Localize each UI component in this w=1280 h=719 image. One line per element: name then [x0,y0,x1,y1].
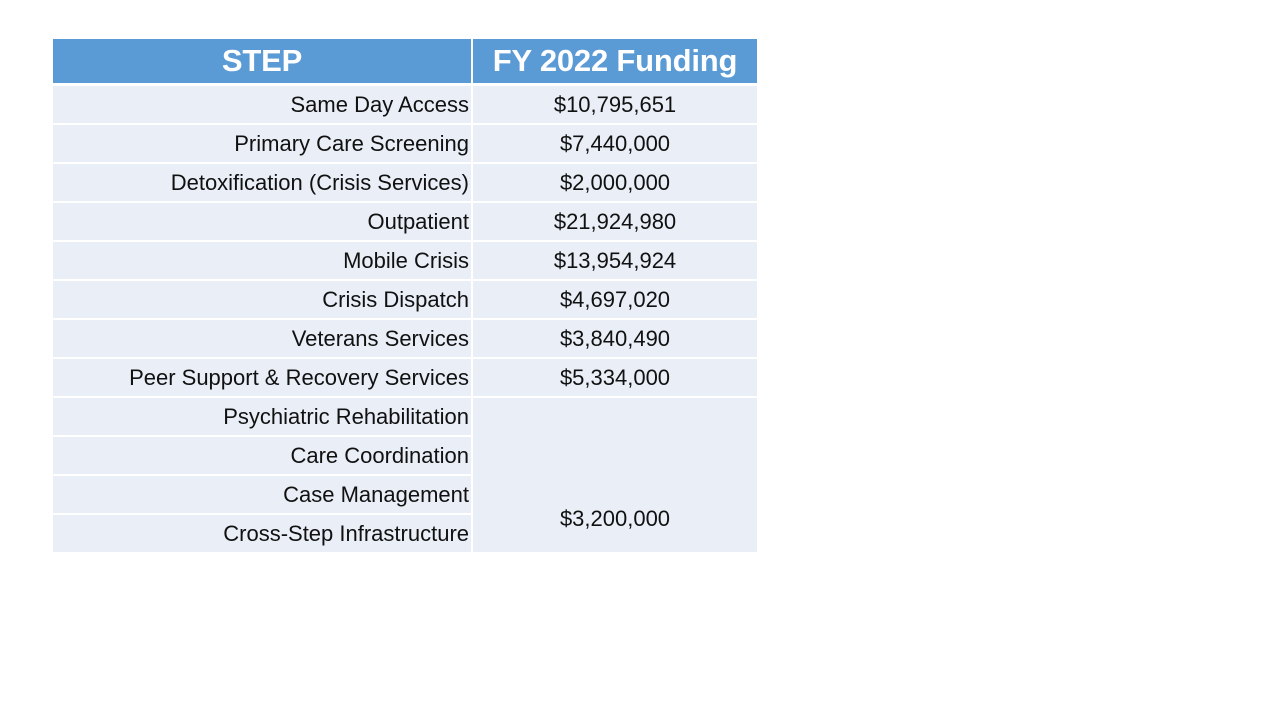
funding-cell: $10,795,651 [472,85,757,125]
header-step: STEP [53,39,472,85]
table-row [53,319,757,358]
step-cell: Cross-Step Infrastructure [53,514,472,552]
header-funding: FY 2022 Funding [472,39,757,85]
funding-cell: $21,924,980 [472,202,757,241]
funding-cell: $2,000,000 [472,163,757,202]
table-row [53,358,757,397]
table-row [53,85,757,125]
table-row [53,241,757,280]
table-row [53,397,757,436]
funding-cell: $7,440,000 [472,124,757,163]
step-cell: Outpatient [53,202,472,241]
header-row [53,39,757,85]
step-cell: Detoxification (Crisis Services) [53,163,472,202]
step-cell: Psychiatric Rehabilitation [53,397,472,436]
step-cell: Mobile Crisis [53,241,472,280]
step-cell: Peer Support & Recovery Services [53,358,472,397]
step-cell: Crisis Dispatch [53,280,472,319]
funding-cell: $4,697,020 [472,280,757,319]
merged-funding-cell: $3,200,000 [472,397,757,552]
funding-cell: $5,334,000 [472,358,757,397]
table-row [53,202,757,241]
funding-table [53,39,757,552]
funding-cell: $3,840,490 [472,319,757,358]
table-row [53,163,757,202]
step-cell: Veterans Services [53,319,472,358]
table-row [53,280,757,319]
step-cell: Care Coordination [53,436,472,475]
table-row [53,124,757,163]
step-cell: Same Day Access [53,85,472,125]
step-cell: Case Management [53,475,472,514]
funding-cell: $13,954,924 [472,241,757,280]
step-cell: Primary Care Screening [53,124,472,163]
